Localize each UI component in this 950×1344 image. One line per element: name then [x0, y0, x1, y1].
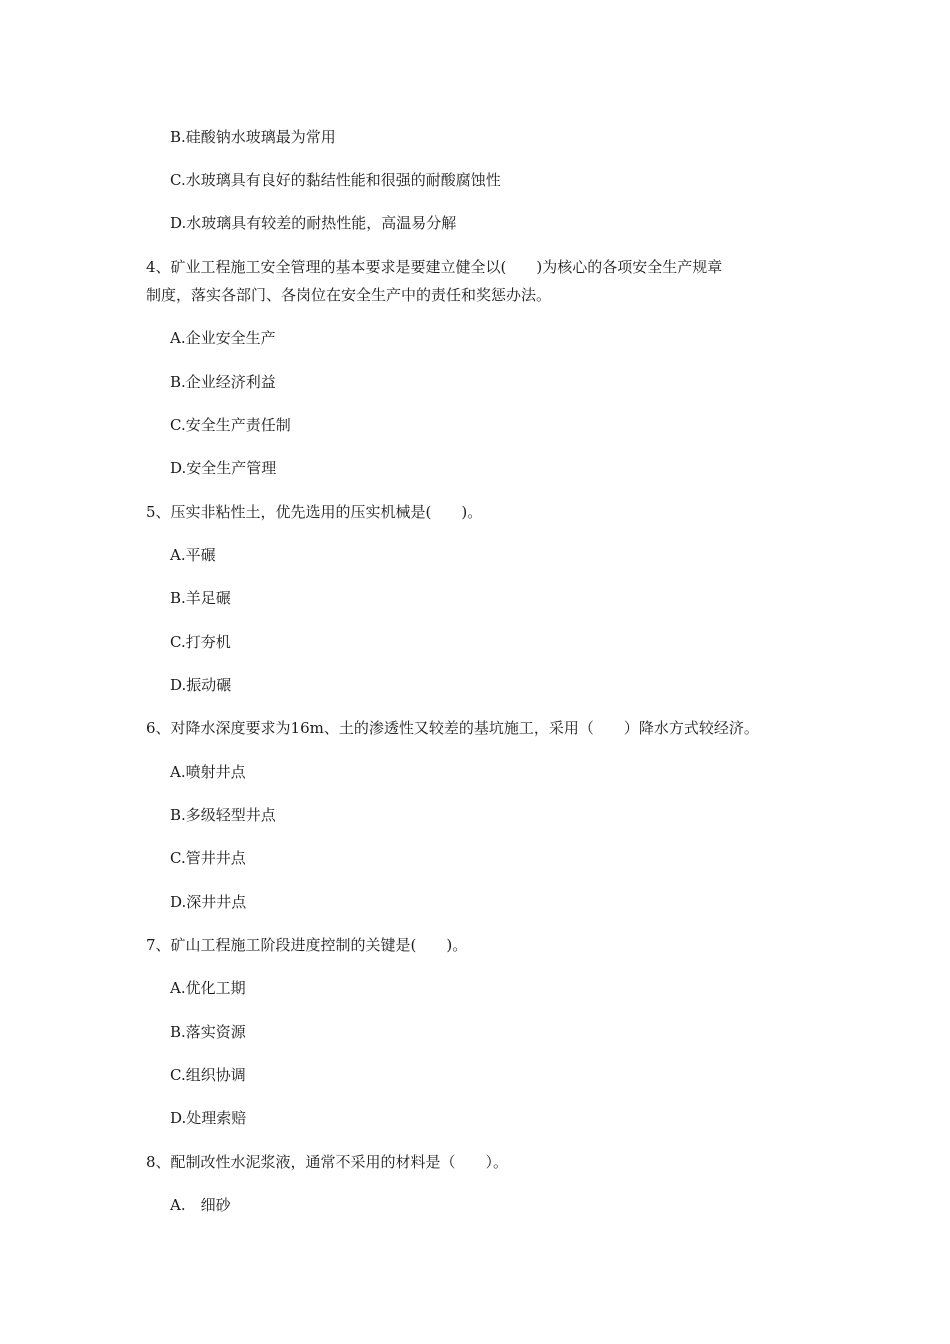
question-8-stem: 8、配制改性水泥浆液，通常不采用的材料是（ ）。 [146, 1153, 509, 1171]
option-b: B.企业经济利益 [170, 373, 276, 391]
question-7-stem: 7、矿山工程施工阶段进度控制的关键是( )。 [146, 936, 468, 954]
option-c: C.安全生产责任制 [170, 416, 291, 434]
option-c: C.组织协调 [170, 1066, 246, 1084]
option-a: A.平碾 [170, 546, 216, 564]
option-a: A.企业安全生产 [170, 329, 276, 347]
option-c: C.管井井点 [170, 849, 246, 867]
question-5-stem: 5、压实非粘性土，优先选用的压实机械是( )。 [146, 503, 483, 521]
option-b: B.多级轻型井点 [170, 806, 276, 824]
option-d: D.深井井点 [170, 893, 247, 911]
option-d: D.水玻璃具有较差的耐热性能，高温易分解 [170, 214, 457, 232]
option-b: B.羊足碾 [170, 589, 231, 607]
question-6-stem: 6、对降水深度要求为16m、土的渗透性又较差的基坑施工，采用（ ）降水方式较经济。 [146, 719, 759, 737]
option-c: C.打夯机 [170, 633, 231, 651]
option-c: C.水玻璃具有良好的黏结性能和很强的耐酸腐蚀性 [170, 171, 501, 189]
option-a: A.优化工期 [170, 979, 246, 997]
option-b: B.落实资源 [170, 1023, 246, 1041]
question-4-stem: 4、矿业工程施工安全管理的基本要求是要建立健全以( )为核心的各项安全生产规章 [146, 258, 723, 276]
option-a: A. 细砂 [170, 1196, 231, 1214]
option-b: B.硅酸钠水玻璃最为常用 [170, 128, 336, 146]
option-d: D.安全生产管理 [170, 459, 277, 477]
option-d: D.振动碾 [170, 676, 232, 694]
question-4-stem-continued: 制度，落实各部门、各岗位在安全生产中的责任和奖惩办法。 [146, 286, 552, 304]
option-a: A.喷射井点 [170, 763, 246, 781]
option-d: D.处理索赔 [170, 1109, 247, 1127]
